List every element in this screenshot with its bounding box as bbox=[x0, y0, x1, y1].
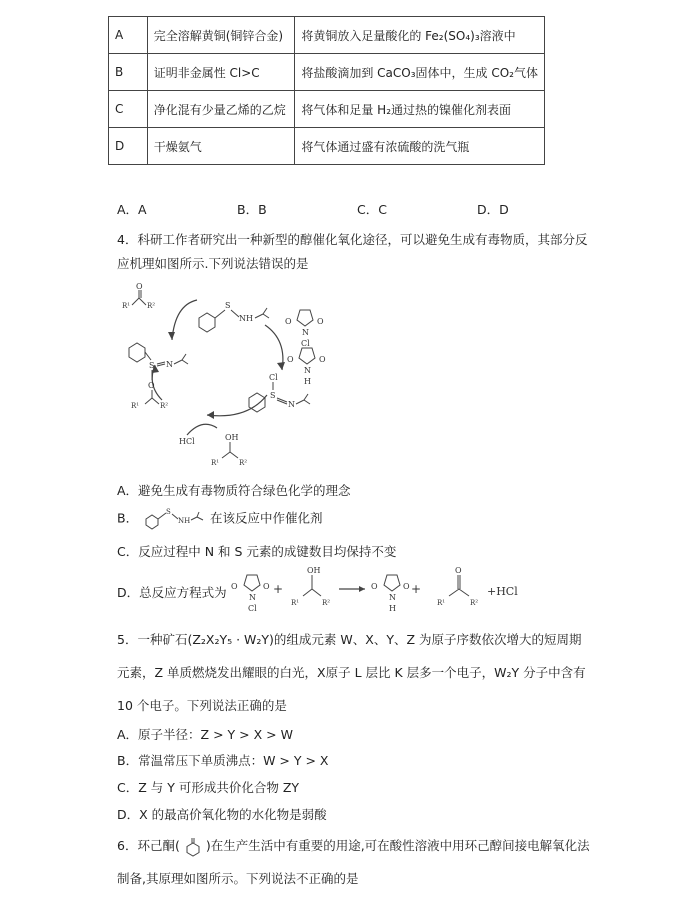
reaction-mechanism-diagram bbox=[117, 280, 337, 470]
overall-equation bbox=[229, 563, 549, 615]
label-o: O bbox=[136, 282, 143, 291]
ncs-reagent bbox=[285, 310, 324, 348]
q4-option-a[interactable]: A．避免生成有毒物质符合绿色化学的理念 bbox=[117, 483, 351, 498]
label-s: S bbox=[225, 301, 231, 310]
option-b-suffix: 在该反应中作催化剂 bbox=[210, 510, 323, 526]
label-oh: OH bbox=[225, 433, 239, 442]
row-letter: D bbox=[109, 128, 148, 165]
choice-d[interactable]: D．D bbox=[477, 202, 509, 217]
row-letter: A bbox=[109, 17, 148, 54]
label-r1: R¹ bbox=[131, 402, 140, 410]
row-method: 将盐酸滴加到 CaCO₃固体中，生成 CO₂气体 bbox=[295, 54, 545, 91]
svg-text:+: + bbox=[411, 582, 422, 596]
table-row bbox=[109, 128, 545, 165]
label-n: N bbox=[302, 328, 309, 337]
chloro-intermediate bbox=[249, 373, 310, 412]
option-d-prefix: D．总反应方程式为 bbox=[117, 585, 227, 600]
q5-line2: 元素，Z 单质燃烧发出耀眼的白光，X原子 L 层比 K 层多一个电子，W₂Y 分子中含有 bbox=[117, 665, 586, 680]
label-o: O bbox=[285, 317, 292, 326]
choice-c[interactable]: C．C bbox=[357, 202, 387, 217]
label-o: O bbox=[371, 582, 378, 591]
label-o: O bbox=[148, 381, 155, 390]
option-d-suffix: +HCl bbox=[487, 585, 518, 598]
q5-option-a[interactable]: A．原子半径：Z > Y > X > W bbox=[117, 727, 293, 742]
label-cl: Cl bbox=[269, 373, 278, 382]
label-r2: R² bbox=[160, 402, 169, 410]
label-o: O bbox=[317, 317, 324, 326]
label-oh: OH bbox=[307, 566, 321, 575]
label-o: O bbox=[403, 582, 410, 591]
row-method: 将黄铜放入足量酸化的 Fe₂(SO₄)₃溶液中 bbox=[295, 17, 545, 54]
label-h: H bbox=[389, 604, 396, 613]
row-method: 将气体通过盛有浓硫酸的洗气瓶 bbox=[295, 128, 545, 165]
choice-a[interactable]: A．A bbox=[117, 202, 147, 217]
q4-stem-line2: 应机理如图所示.下列说法错误的是 bbox=[117, 256, 309, 271]
label-r1: R¹ bbox=[437, 599, 446, 607]
table-row bbox=[109, 17, 545, 54]
label-cl: Cl bbox=[248, 604, 257, 613]
row-purpose: 干燥氨气 bbox=[147, 128, 295, 165]
ketone-product bbox=[122, 282, 155, 310]
label-nh: NH bbox=[239, 314, 253, 323]
q6-line1 bbox=[117, 836, 590, 858]
label-r1: R¹ bbox=[122, 302, 131, 310]
q6-line2: 制备,其原理如图所示。下列说法不正确的是 bbox=[117, 871, 359, 886]
table-row bbox=[109, 91, 545, 128]
q4-option-b[interactable] bbox=[117, 508, 323, 534]
row-purpose: 净化混有少量乙烯的乙烷 bbox=[147, 91, 295, 128]
sulfonium-intermediate bbox=[129, 343, 188, 410]
label-cl: Cl bbox=[301, 339, 310, 348]
label-hcl: HCl bbox=[179, 437, 195, 446]
q5-option-c[interactable]: C．Z 与 Y 可形成共价化合物 ZY bbox=[117, 780, 300, 795]
table-row bbox=[109, 54, 545, 91]
label-n: N bbox=[304, 366, 311, 375]
label-r2: R² bbox=[322, 599, 331, 607]
q4-option-d[interactable] bbox=[117, 563, 587, 613]
label-nh: NH bbox=[178, 517, 191, 525]
row-method: 将气体和足量 H₂通过热的镍催化剂表面 bbox=[295, 91, 545, 128]
label-n: N bbox=[389, 593, 396, 602]
options-table bbox=[108, 16, 545, 165]
catalyst-sulfenamide bbox=[199, 301, 269, 332]
label-o: O bbox=[287, 355, 294, 364]
row-letter: B bbox=[109, 54, 148, 91]
row-letter: C bbox=[109, 91, 148, 128]
option-b-prefix: B． bbox=[117, 510, 139, 526]
label-r1: R¹ bbox=[291, 599, 300, 607]
label-n: N bbox=[166, 360, 173, 369]
label-o: O bbox=[263, 582, 270, 591]
label-r2: R² bbox=[147, 302, 156, 310]
succinimide-byproduct bbox=[287, 348, 326, 386]
q5-line3: 10 个电子。下列说法正确的是 bbox=[117, 698, 287, 713]
q4-option-c[interactable]: C．反应过程中 N 和 S 元素的成键数目均保持不变 bbox=[117, 544, 397, 559]
label-r1: R¹ bbox=[211, 459, 220, 467]
row-purpose: 证明非金属性 Cl>C bbox=[147, 54, 295, 91]
cyclohexanone-icon bbox=[184, 837, 202, 857]
label-o: O bbox=[319, 355, 326, 364]
q5-option-d[interactable]: D．X 的最高价氧化物的水化物是弱酸 bbox=[117, 807, 327, 822]
label-h: H bbox=[304, 377, 311, 386]
q5-option-b[interactable]: B．常温常压下单质沸点：W > Y > X bbox=[117, 753, 329, 768]
q5-line1: 5．一种矿石(Z₂X₂Y₅ · W₂Y)的组成元素 W、X、Y、Z 为原子序数依次增大的短周期 bbox=[117, 632, 582, 647]
row-purpose: 完全溶解黄铜(铜锌合金) bbox=[147, 17, 295, 54]
q6-prefix: 6．环己酮( bbox=[117, 838, 180, 853]
q4-stem-line1: 4．科研工作者研究出一种新型的醇催化氧化途径，可以避免生成有毒物质，其部分反 bbox=[117, 232, 588, 247]
label-s: S bbox=[166, 508, 171, 516]
label-o: O bbox=[455, 566, 462, 575]
label-n: N bbox=[288, 400, 295, 409]
label-r2: R² bbox=[239, 459, 248, 467]
sulfenamide-structure bbox=[142, 508, 206, 530]
svg-text:+: + bbox=[273, 582, 284, 596]
label-o: O bbox=[231, 582, 238, 591]
q3-choices bbox=[117, 200, 577, 216]
label-s: S bbox=[270, 391, 276, 400]
alcohol-reactant bbox=[179, 424, 247, 467]
label-s: S bbox=[149, 361, 155, 370]
q6-suffix: )在生产生活中有重要的用途,可在酸性溶液中用环己醇间接电解氧化法 bbox=[205, 838, 590, 853]
choice-b[interactable]: B．B bbox=[237, 202, 267, 217]
label-r2: R² bbox=[470, 599, 479, 607]
label-n: N bbox=[249, 593, 256, 602]
